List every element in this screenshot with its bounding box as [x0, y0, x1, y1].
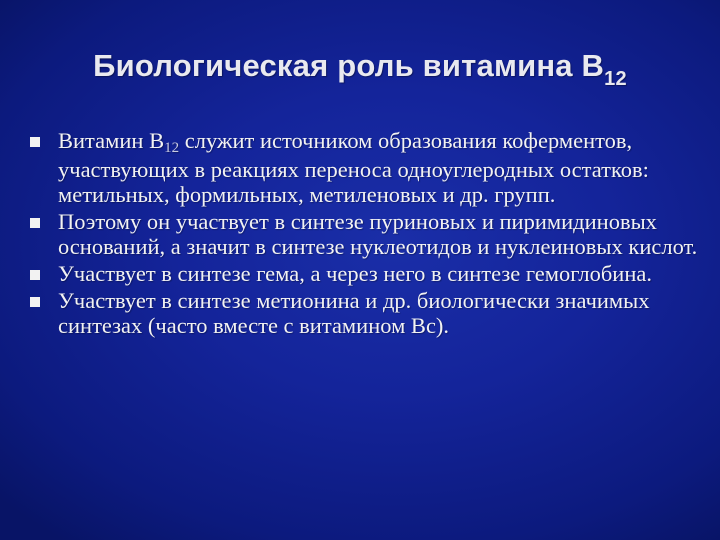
square-bullet-icon [30, 270, 40, 280]
bullet-2-text: Поэтому он участвует в синтезе пуриновых и пиримидиновых оснований, а значит в синтезе нуклеотидов и нуклеиновых кислот. [58, 209, 698, 259]
square-bullet-icon [30, 137, 40, 147]
bullet-4-text: Участвует в синтезе метионина и др. биологически значимых синтезах (часто вместе с витамином Вс). [58, 288, 650, 338]
bullet-item-2 [30, 209, 705, 259]
bullet-1-text-before: Витамин В [58, 128, 165, 153]
square-bullet-icon [30, 218, 40, 228]
bullet-1-subscript: 12 [164, 140, 180, 156]
slide-title [0, 48, 720, 90]
bullet-item-3 [30, 261, 705, 286]
bullet-list [30, 128, 705, 340]
square-bullet-icon [30, 297, 40, 307]
slide-title-subscript: 12 [604, 68, 627, 90]
bullet-1-text-after: служит источником образования коферментов, участвующих в реакциях переноса одноуглеродных остатков: метильных, формильных, метиленовых и др. групп. [58, 128, 649, 207]
bullet-3-text: Участвует в синтезе гема, а через него в синтезе гемоглобина. [58, 261, 652, 286]
bullet-item-4 [30, 288, 705, 338]
slide-title-text: Биологическая роль витамина В [93, 48, 605, 83]
bullet-item-1 [30, 128, 705, 207]
